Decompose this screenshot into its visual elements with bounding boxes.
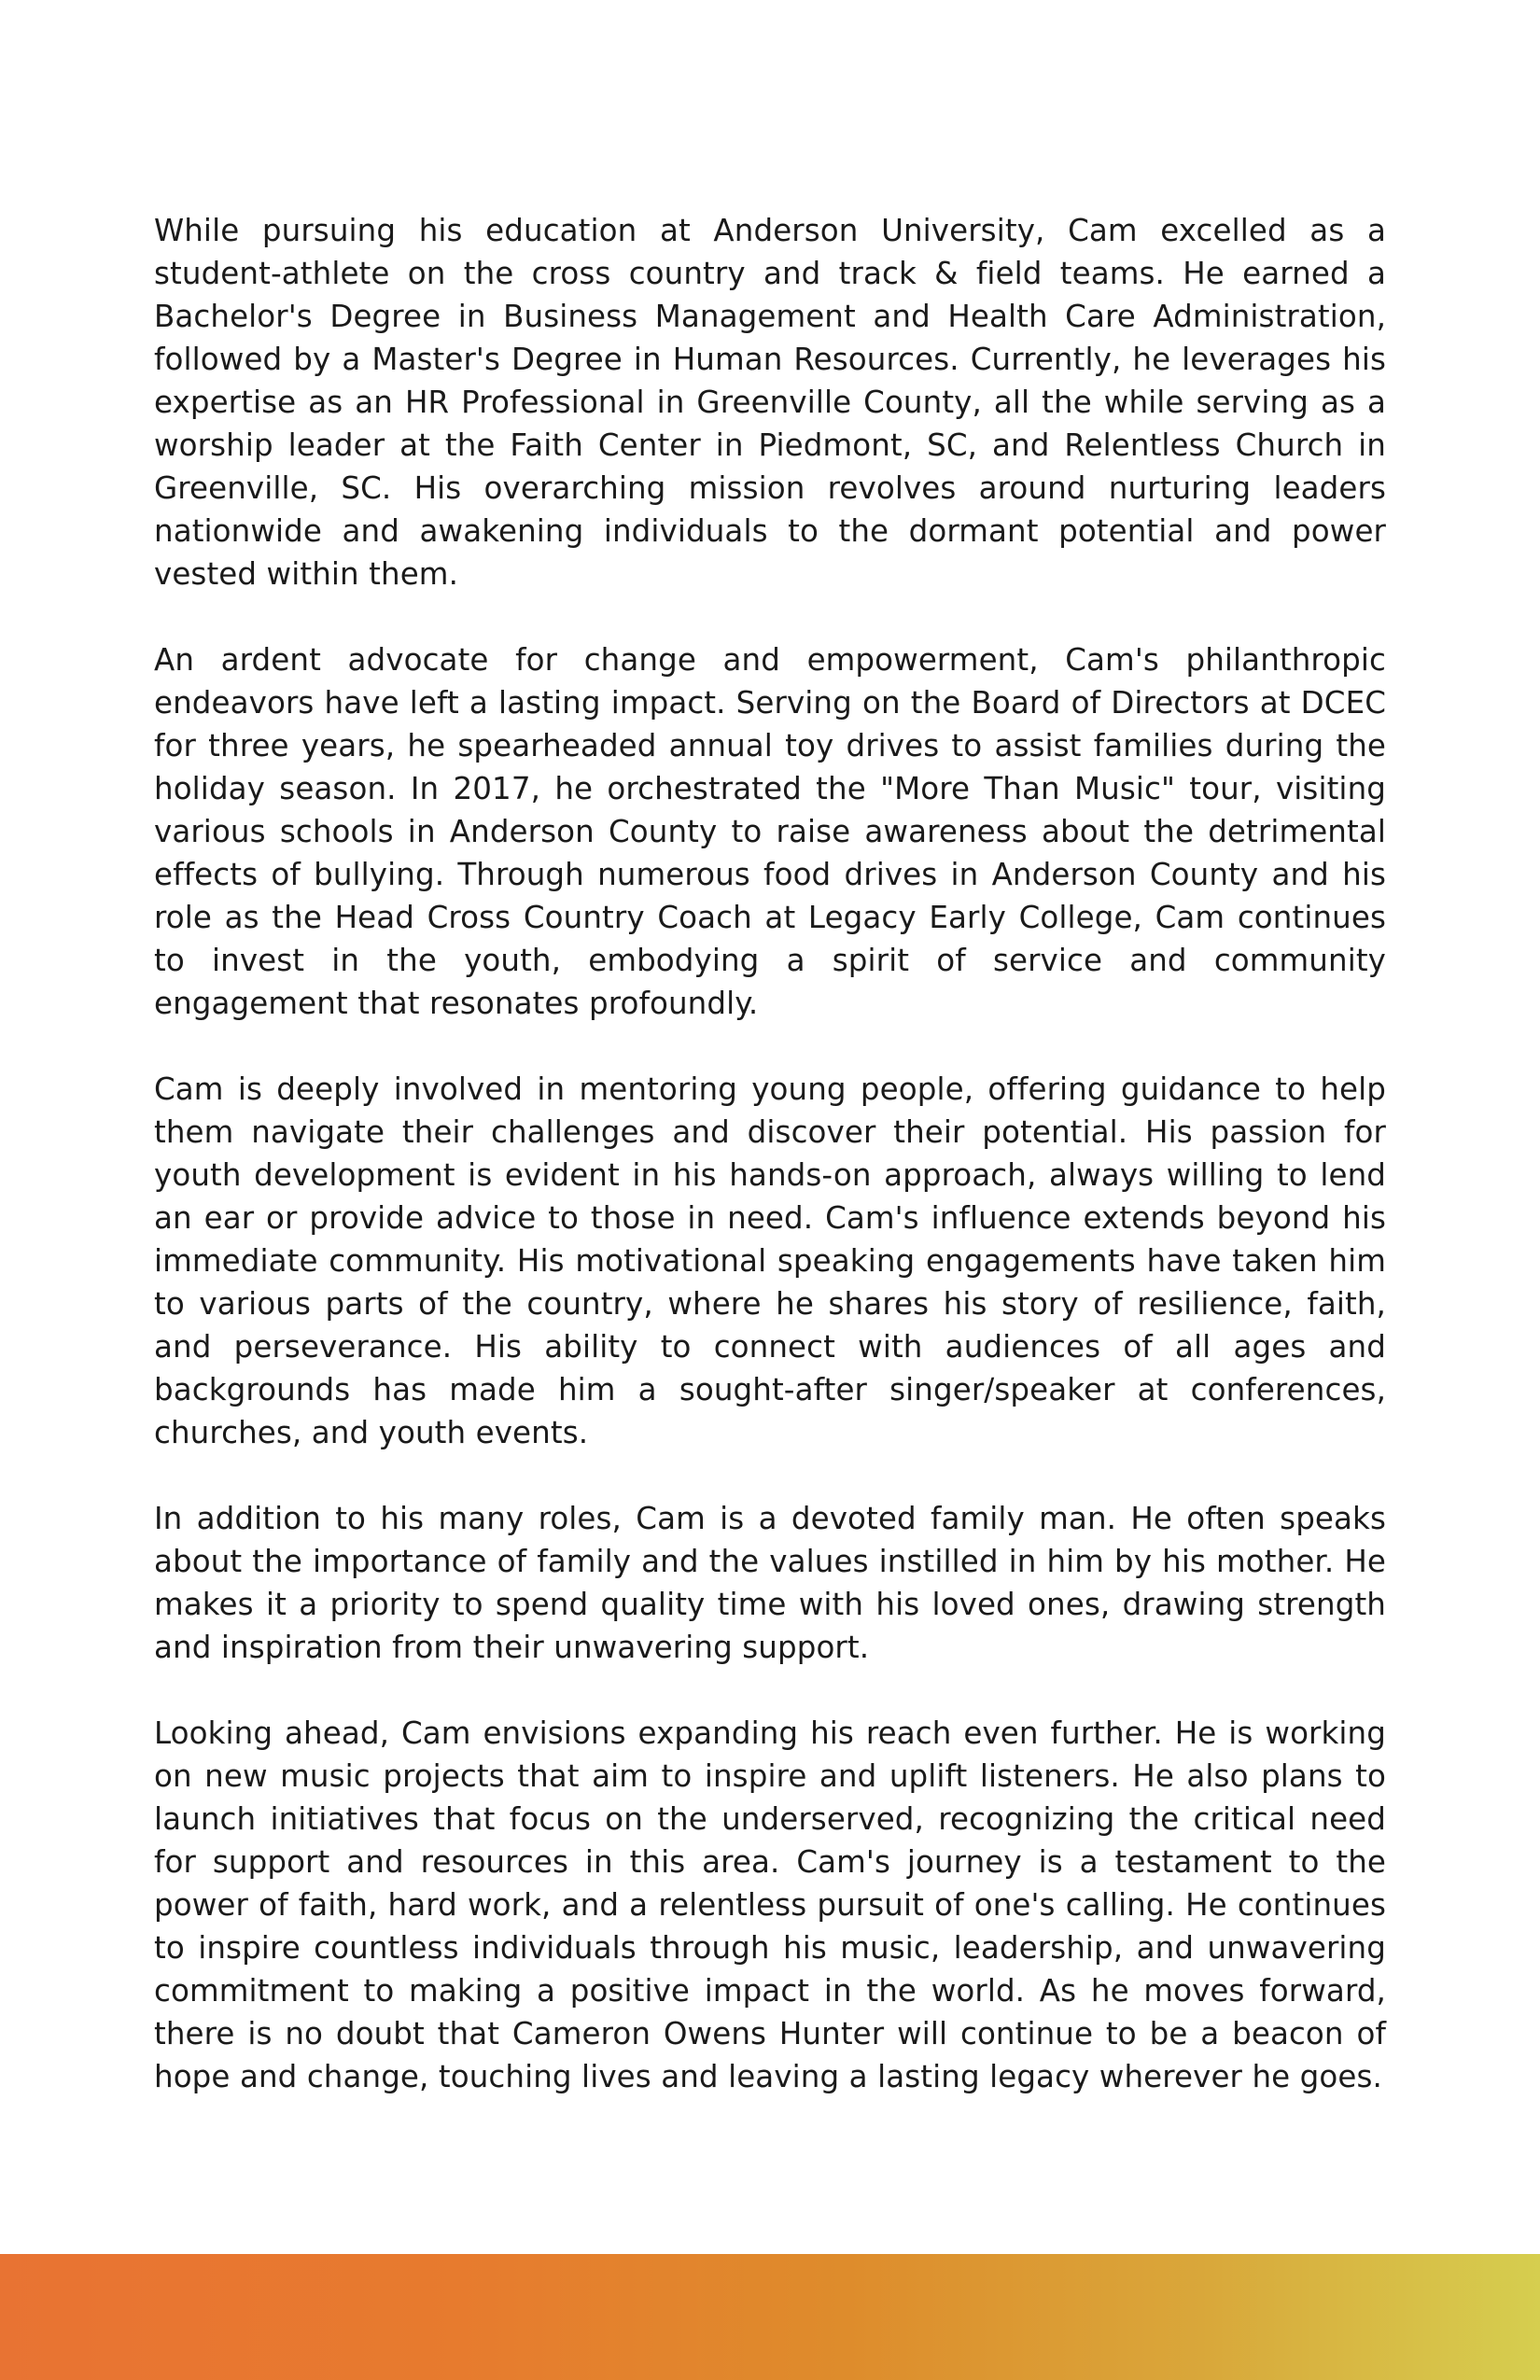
footer-gradient-band <box>0 2254 1540 2380</box>
paragraph-philanthropy: An ardent advocate for change and empowerment, Cam's philanthropic endeavors have left a lasting impact. Serving on the Board of Directors at DCEC for three years, he spearheaded annual toy drives to assist families during the holiday season. In 2017, he orchestrated the "More Than Music" tour, visiting various schools in Anderson County to raise awareness about the detrimental effects of bullying. Through numerous food drives in Anderson County and his role as the Head Cross Country Coach at Legacy Early College, Cam continues to invest in the youth, embodying a spirit of service and community engagement that resonates profoundly. <box>154 642 1386 1021</box>
biography-body <box>154 209 1386 2098</box>
paragraph-education: While pursuing his education at Anderson University, Cam excelled as a student-athlete on the cross country and track & field teams. He earned a Bachelor's Degree in Business Management and Health Care Administration, followed by a Master's Degree in Human Resources. Currently, he leverages his expertise as an HR Professional in Greenville County, all the while serving as a worship leader at the Faith Center in Piedmont, SC, and Relentless Church in Greenville, SC. His overarching mission revolves around nurturing leaders nationwide and awakening individuals to the dormant potential and power vested within them. <box>154 213 1386 592</box>
paragraph-mentoring: Cam is deeply involved in mentoring young people, offering guidance to help them navigate their challenges and discover their potential. His passion for youth development is evident in his hands-on approach, always willing to lend an ear or provide advice to those in need. Cam's influence extends beyond his immediate community. His motivational speaking engagements have taken him to various parts of the country, where he shares his story of resilience, faith, and perseverance. His ability to connect with audiences of all ages and backgrounds has made him a sought-after singer/speaker at conferences, churches, and youth events. <box>154 1071 1386 1450</box>
paragraph-family: In addition to his many roles, Cam is a devoted family man. He often speaks about the importance of family and the values instilled in him by his mother. He makes it a priority to spend quality time with his loved ones, drawing strength and inspiration from their unwavering support. <box>154 1501 1386 1665</box>
paragraph-future: Looking ahead, Cam envisions expanding his reach even further. He is working on new music projects that aim to inspire and uplift listeners. He also plans to launch initiatives that focus on the underserved, recognizing the critical need for support and resources in this area. Cam's journey is a testament to the power of faith, hard work, and a relentless pursuit of one's calling. He continues to inspire countless individuals through his music, leadership, and unwavering commitment to making a positive impact in the world. As he moves forward, there is no doubt that Cameron Owens Hunter will continue to be a beacon of hope and change, touching lives and leaving a lasting legacy wherever he goes. <box>154 1715 1386 2094</box>
